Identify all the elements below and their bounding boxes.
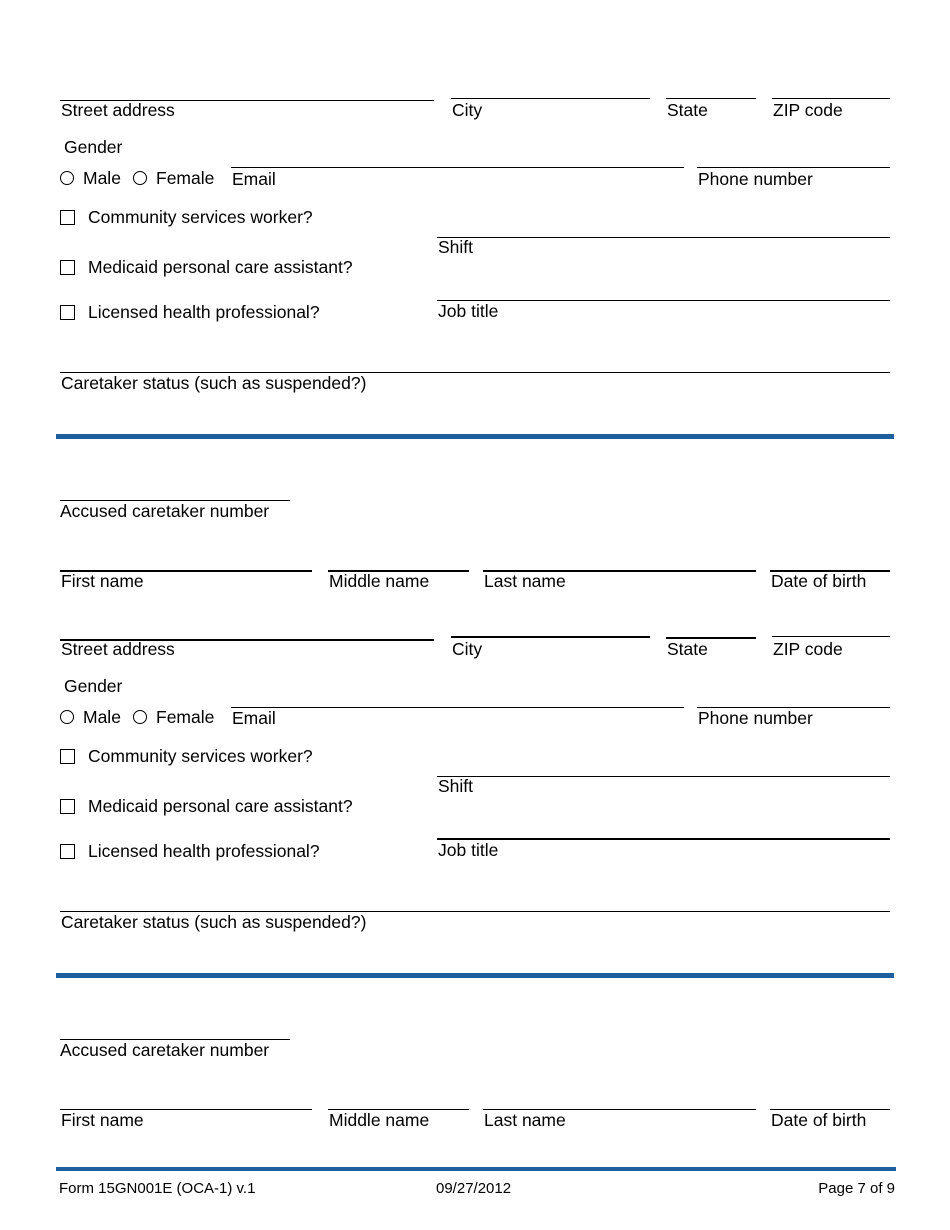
footer-rule: [56, 1167, 896, 1171]
middle-name-label: Middle name: [329, 571, 430, 591]
female-label: Female: [156, 168, 215, 188]
medicaid-assistant-checkbox[interactable]: [60, 260, 75, 275]
female-radio[interactable]: [133, 171, 147, 185]
footer-form-id: Form 15GN001E (OCA-1) v.1: [59, 1180, 256, 1197]
caretaker-status-label: Caretaker status (such as suspended?): [61, 912, 367, 932]
licensed-professional-label: Licensed health professional?: [88, 841, 320, 861]
accused-caretaker-number-label: Accused caretaker number: [60, 501, 270, 521]
street-address-label: Street address: [61, 100, 175, 120]
job-title-label: Job title: [438, 301, 499, 321]
city-field[interactable]: [451, 636, 650, 638]
email-field[interactable]: [231, 707, 684, 708]
shift-label: Shift: [438, 776, 474, 796]
female-radio[interactable]: [133, 710, 147, 724]
male-radio[interactable]: [60, 710, 74, 724]
zip-code-field[interactable]: [772, 98, 890, 99]
last-name-label: Last name: [484, 1110, 566, 1130]
first-name-label: First name: [61, 1110, 144, 1130]
footer-date: 09/27/2012: [436, 1180, 512, 1197]
male-label: Male: [83, 168, 121, 188]
state-label: State: [667, 100, 708, 120]
job-title-label: Job title: [438, 840, 499, 860]
first-name-label: First name: [61, 571, 144, 591]
female-label: Female: [156, 707, 215, 727]
email-label: Email: [232, 708, 276, 728]
medicaid-assistant-checkbox[interactable]: [60, 799, 75, 814]
last-name-label: Last name: [484, 571, 566, 591]
zip-code-label: ZIP code: [773, 639, 843, 659]
phone-number-label: Phone number: [698, 169, 813, 189]
email-label: Email: [232, 169, 276, 189]
city-label: City: [452, 100, 483, 120]
medicaid-assistant-label: Medicaid personal care assistant?: [88, 257, 353, 277]
licensed-professional-label: Licensed health professional?: [88, 302, 320, 322]
date-of-birth-label: Date of birth: [771, 571, 867, 591]
shift-label: Shift: [438, 237, 474, 257]
licensed-professional-checkbox[interactable]: [60, 305, 75, 320]
section-divider: [56, 434, 894, 439]
community-services-checkbox[interactable]: [60, 749, 75, 764]
state-label: State: [667, 639, 708, 659]
section-divider: [56, 973, 894, 978]
caretaker-status-label: Caretaker status (such as suspended?): [61, 373, 367, 393]
street-address-label: Street address: [61, 639, 175, 659]
city-field[interactable]: [451, 98, 650, 99]
footer-page-number: Page 7 of 9: [818, 1180, 895, 1197]
date-of-birth-label: Date of birth: [771, 1110, 867, 1130]
state-field[interactable]: [666, 98, 756, 99]
male-label: Male: [83, 707, 121, 727]
community-services-label: Community services worker?: [88, 746, 313, 766]
city-label: City: [452, 639, 483, 659]
accused-caretaker-number-label: Accused caretaker number: [60, 1040, 270, 1060]
phone-number-field[interactable]: [697, 167, 890, 168]
shift-field[interactable]: [437, 776, 890, 777]
job-title-field[interactable]: [437, 300, 890, 301]
community-services-label: Community services worker?: [88, 207, 313, 227]
zip-code-label: ZIP code: [773, 100, 843, 120]
medicaid-assistant-label: Medicaid personal care assistant?: [88, 796, 353, 816]
job-title-field[interactable]: [437, 838, 890, 840]
zip-code-field[interactable]: [772, 636, 890, 637]
gender-label: Gender: [64, 676, 123, 696]
male-radio[interactable]: [60, 171, 74, 185]
phone-number-label: Phone number: [698, 708, 813, 728]
community-services-checkbox[interactable]: [60, 210, 75, 225]
gender-label: Gender: [64, 137, 123, 157]
email-field[interactable]: [231, 167, 684, 168]
shift-field[interactable]: [437, 237, 890, 238]
licensed-professional-checkbox[interactable]: [60, 844, 75, 859]
middle-name-label: Middle name: [329, 1110, 430, 1130]
